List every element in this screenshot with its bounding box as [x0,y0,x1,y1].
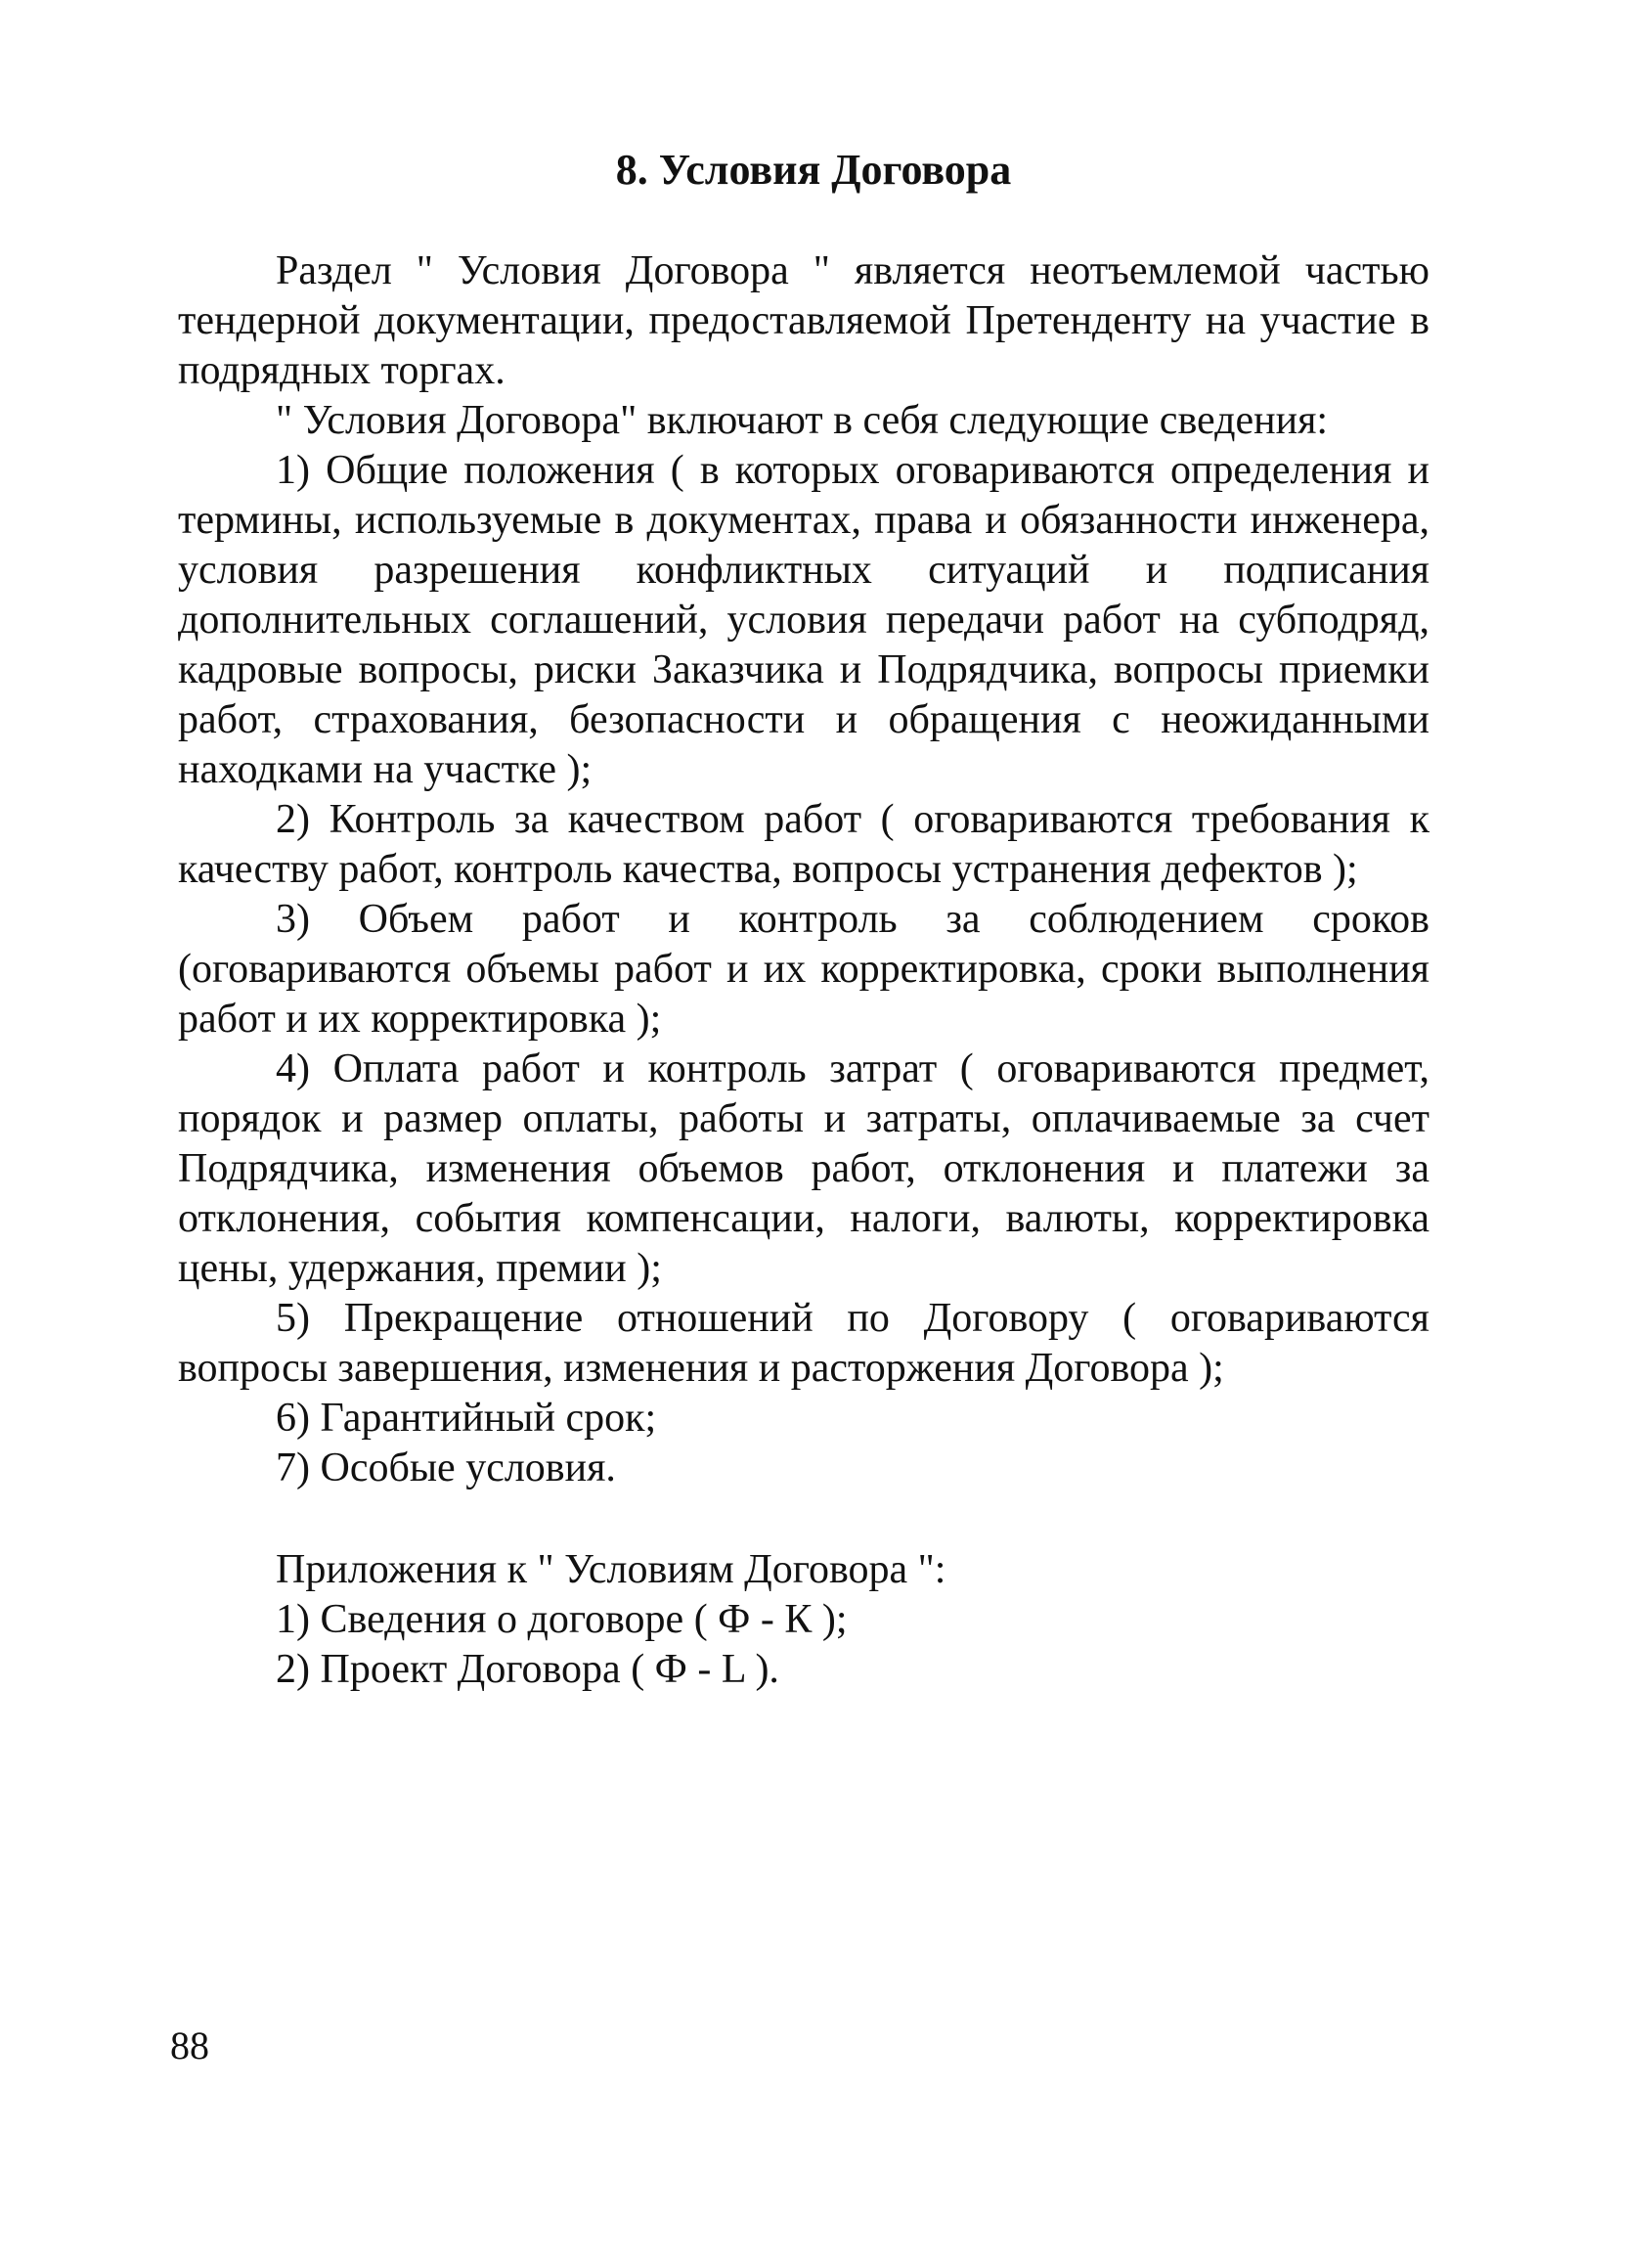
appendix-item: 1) Сведения о договоре ( Ф - К ); [276,1597,848,1642]
list-item-payment: 4) Оплата работ и контроль затрат ( оговариваются предмет, порядок и размер оплаты, работы и затраты, оплачиваемые за счет Подрядчика, изменения объемов работ, отклонения и платежи за отклонения, события компенсации, налоги, валюты, корректировка цены, удержания, премии ); [178,1046,1429,1291]
list-item-quality-control: 2) Контроль за качеством работ ( оговариваются требования к качеству работ, контроль качества, вопросы устранения дефектов ); [178,797,1429,892]
appendix-heading: Приложения к " Условиям Договора ": [276,1547,946,1592]
section-title: 8. Условия Договора [615,146,1012,194]
intro-paragraph: Раздел " Условия Договора " является неотъемлемой частью тендерной документации, предоставляемой Претенденту на участие в подрядных торгах. [178,248,1429,393]
list-item-scope-and-schedule: 3) Объем работ и контроль за соблюдением сроков (оговариваются объемы работ и их корректировка, сроки выполнения работ и их корректировка ); [178,897,1429,1042]
appendix-item: 2) Проект Договора ( Ф - L ). [276,1647,779,1692]
list-item-warranty: 6) Гарантийный срок; [276,1396,657,1441]
list-item-termination: 5) Прекращение отношений по Договору ( оговариваются вопросы завершения, изменения и расторжения Договора ); [178,1296,1429,1391]
includes-paragraph: " Условия Договора" включают в себя следующие сведения: [276,398,1329,443]
appendix-block [276,1545,1351,1695]
page-number: 88 [170,2023,209,2068]
section-body [178,246,1429,1493]
list-item-special-conditions: 7) Особые условия. [276,1445,616,1490]
list-item-general-provisions: 1) Общие положения ( в которых оговариваются определения и термины, используемые в документах, права и обязанности инженера, условия разрешения конфликтных ситуаций и подписания дополнительных соглашений, условия передачи работ на субподряд, кадровые вопросы, риски Заказчика и Подрядчика, вопросы приемки работ, страхования, безопасности и обращения с неожиданными находками на участке ); [178,448,1429,792]
